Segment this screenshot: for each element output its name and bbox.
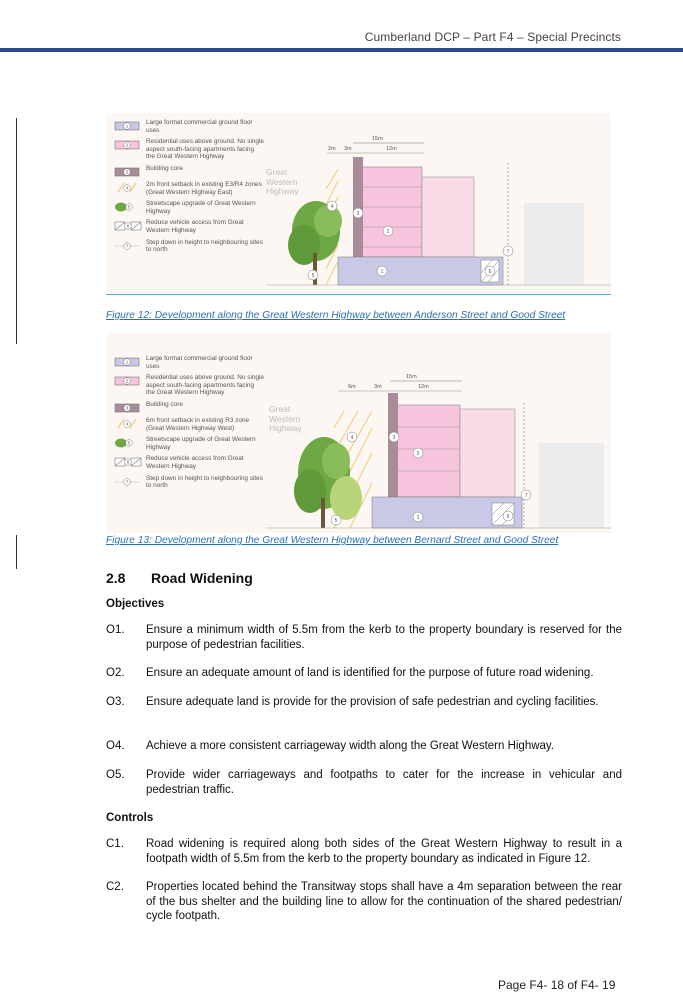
dimension-label: 3m (374, 384, 382, 390)
revision-bar (16, 118, 17, 344)
svg-text:1: 1 (380, 269, 384, 275)
revision-bar (16, 535, 17, 569)
svg-text:6: 6 (488, 269, 492, 275)
figure-12-caption: Figure 12: Development along the Great Western Highway between Anderson Street and Good Street (106, 310, 566, 321)
dimension-label: 2m (328, 146, 336, 152)
legend-item: 5 Streetscape upgrade of Great Western Highway (114, 436, 264, 451)
item-code: O2. (106, 667, 125, 679)
dimension-label: 6m (348, 384, 356, 390)
legend-item: 2 Residential uses above ground. No single aspect south-facing apartments facing the Great Western Highway (114, 374, 264, 397)
item-text: Ensure an adequate amount of land is identified for the purpose of future road widening. (146, 667, 594, 679)
item-code: O1. (106, 624, 125, 636)
figure-12-diagram (106, 113, 611, 293)
svg-text:3: 3 (125, 169, 129, 175)
svg-text:5: 5 (334, 518, 338, 524)
legend-item: 6 Reduce vehicle access from Great Western Highway (114, 455, 264, 470)
legend-item: 3 Building core (114, 401, 264, 413)
svg-text:1: 1 (416, 515, 420, 521)
objective-item (106, 739, 622, 754)
item-code: C1. (106, 838, 124, 850)
svg-text:6: 6 (126, 224, 130, 230)
legend-item: 2 Residential uses above ground. No single aspect south-facing apartments facing the Great Western Highway (114, 138, 264, 161)
svg-text:2: 2 (386, 229, 390, 235)
item-code: O5. (106, 769, 125, 781)
controls-heading: Controls (106, 812, 154, 824)
svg-text:1: 1 (125, 123, 129, 129)
svg-text:5: 5 (311, 273, 315, 279)
running-header: Cumberland DCP – Part F4 – Special Precincts (364, 30, 621, 44)
svg-text:2: 2 (416, 451, 420, 457)
legend-item: 1 Large format commercial ground floor uses (114, 119, 264, 134)
legend-item: 7 Step down in height to neighbouring sites to north (114, 475, 264, 490)
svg-text:5: 5 (127, 204, 131, 210)
svg-text:6: 6 (506, 514, 510, 520)
legend-item: 3 Building core (114, 165, 264, 177)
item-text: Achieve a more consistent carriageway width along the Great Western Highway. (146, 740, 555, 752)
item-text: Road widening is required along both sides of the Great Western Highway to result in a footpath width of 5.5m from the kerb to the property boundary as indicated in Figure 12. (146, 838, 622, 865)
section-heading (106, 570, 253, 586)
road-label: Great Western Highway (266, 167, 299, 196)
section-title: Road Widening (151, 570, 253, 586)
svg-text:2: 2 (125, 142, 129, 148)
road-label: Great Western Highway (269, 404, 302, 433)
svg-text:3: 3 (356, 211, 360, 217)
objectives-heading: Objectives (106, 598, 165, 610)
svg-text:7: 7 (125, 243, 129, 249)
control-item (106, 880, 622, 924)
objective-item (106, 623, 622, 652)
item-text: Provide wider carriageways and footpaths to cater for the increase in vehicular and pedestrian traffic. (146, 769, 622, 796)
item-text: Properties located behind the Transitway stops shall have a 4m separation between the rear of the bus shelter and the building line to allow for the continuation of the shared pedestrian/ cycle footpath. (146, 881, 622, 922)
header-rule (0, 48, 683, 52)
item-code: O4. (106, 740, 125, 752)
legend-item: 5 Streetscape upgrade of Great Western Highway (114, 200, 264, 215)
objective-item (106, 666, 622, 681)
figure-13-caption: Figure 13: Development along the Great Western Highway between Bernard Street and Good Street (106, 535, 559, 546)
figure-rule (106, 294, 611, 295)
objective-item (106, 695, 622, 710)
svg-text:3: 3 (392, 435, 396, 441)
legend-item: 4 6m front setback in existing R3 zone (Great Western Highway West) (114, 417, 264, 432)
item-code: C2. (106, 881, 124, 893)
control-item (106, 837, 622, 866)
svg-text:7: 7 (506, 249, 510, 255)
dimension-label: 15m (406, 374, 417, 380)
svg-text:2: 2 (125, 378, 129, 384)
svg-text:5: 5 (127, 440, 131, 446)
figure-13-diagram (106, 333, 611, 533)
svg-text:4: 4 (350, 435, 354, 441)
svg-text:6: 6 (126, 460, 130, 466)
dimension-label: 3m (344, 146, 352, 152)
building-section-drawing (106, 333, 611, 533)
svg-text:4: 4 (125, 421, 129, 427)
legend-item: 6 Reduce vehicle access from Great Western Highway (114, 219, 264, 234)
section-number: 2.8 (106, 570, 126, 586)
svg-text:4: 4 (330, 204, 334, 210)
legend-item: 7 Step down in height to neighbouring sites to north (114, 239, 264, 254)
item-text: Ensure adequate land is provide for the provision of safe pedestrian and cycling facilities. (146, 696, 599, 708)
svg-text:7: 7 (524, 493, 528, 499)
page-number: Page F4- 18 of F4- 19 (498, 978, 616, 992)
legend-item: 4 2m front setback in existing E3/R4 zones (Great Western Highway East) (114, 181, 264, 196)
legend-item: 1 Large format commercial ground floor uses (114, 355, 264, 370)
item-code: O3. (106, 696, 125, 708)
dimension-label: 12m (386, 146, 397, 152)
dimension-label: 12m (418, 384, 429, 390)
building-section-drawing (106, 113, 611, 293)
svg-text:7: 7 (125, 479, 129, 485)
svg-text:3: 3 (125, 405, 129, 411)
svg-text:1: 1 (125, 359, 129, 365)
item-text: Ensure a minimum width of 5.5m from the kerb to the property boundary is reserved for the purpose of pedestrian facilities. (146, 624, 622, 651)
dimension-label: 15m (372, 136, 383, 142)
objective-item (106, 768, 622, 797)
svg-text:4: 4 (125, 185, 129, 191)
